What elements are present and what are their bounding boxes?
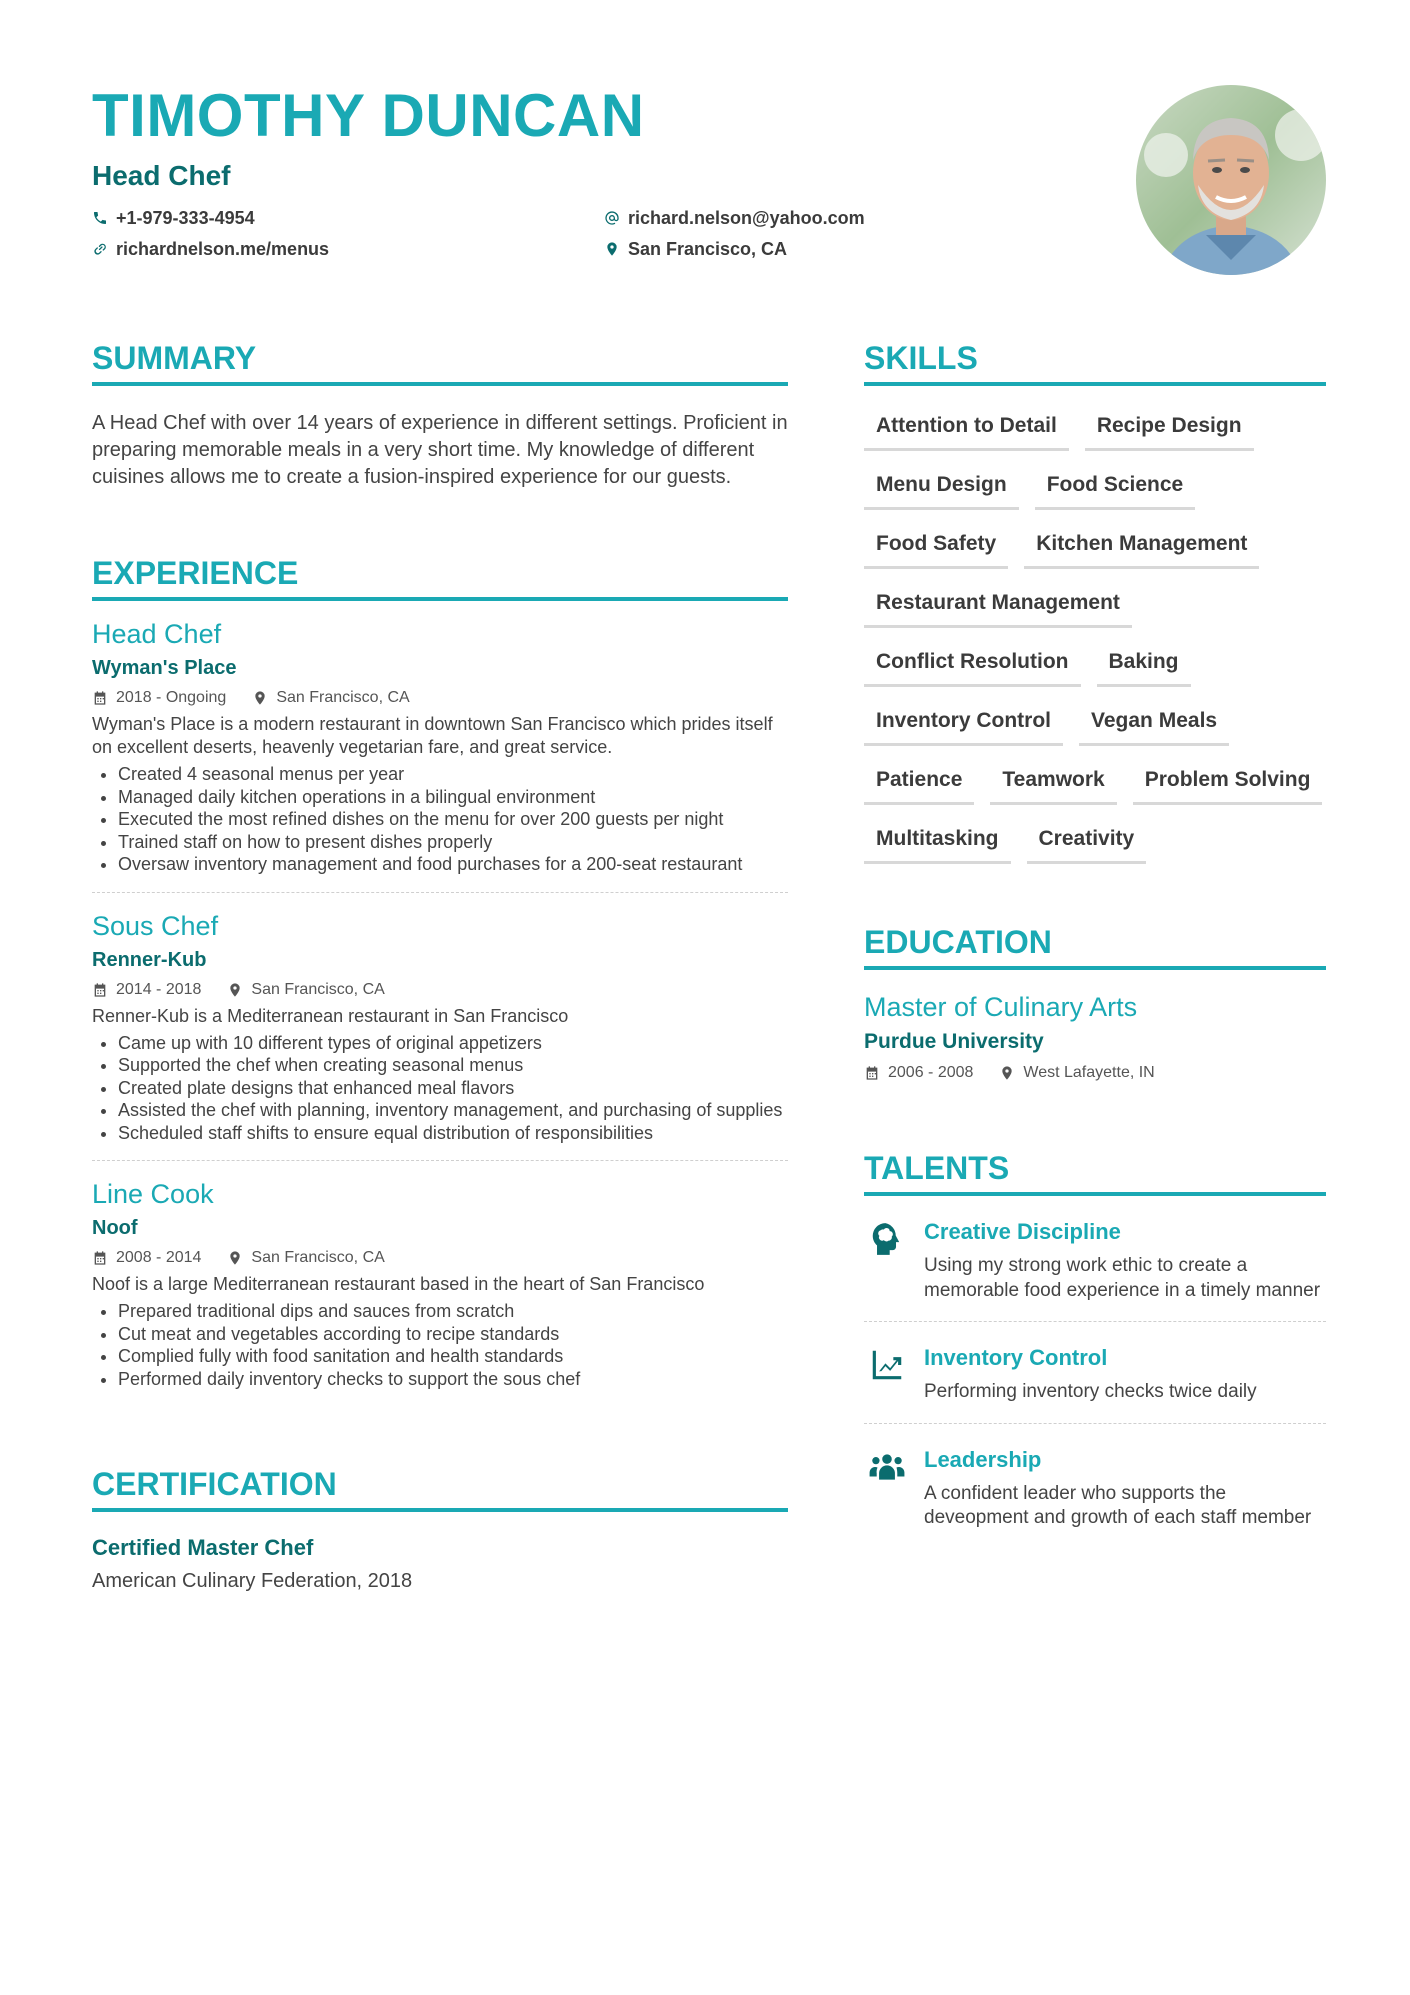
job-bullet: • Scheduled staff shifts to ensure equal distribution of responsibilities xyxy=(118,1122,788,1145)
certification-section xyxy=(92,1464,788,1594)
education-heading: EDUCATION xyxy=(864,922,1326,970)
talent-description: Using my strong work ethic to create a memorable food experience in a timely manner xyxy=(924,1255,1321,1301)
job-bullet: • Created 4 seasonal menus per year xyxy=(118,763,788,786)
job-role: Line Cook xyxy=(92,1179,214,1209)
education-degree: Master of Culinary Arts xyxy=(864,992,1138,1022)
job-dates xyxy=(92,979,201,1001)
talent-title: Creative Discipline xyxy=(924,1219,1121,1244)
skill-tag: Food Science xyxy=(1035,467,1196,510)
job-company: Renner-Kub xyxy=(92,948,207,971)
job-bullet: • Executed the most refined dishes on the menu for over 200 guests per night xyxy=(118,808,788,831)
job-bullet: • Managed daily kitchen operations in a bilingual environment xyxy=(118,786,788,809)
map-pin-icon xyxy=(999,1065,1015,1081)
job-entry xyxy=(92,893,788,1162)
job-company: Wyman's Place xyxy=(92,657,237,679)
education-location-text: West Lafayette, IN xyxy=(1023,1064,1155,1081)
location-text: San Francisco, CA xyxy=(628,238,788,259)
education-meta xyxy=(864,1062,1326,1084)
phone-icon xyxy=(92,210,108,226)
job-bullet: • Cut meat and vegetables according to recipe standards xyxy=(118,1323,788,1346)
profile-photo xyxy=(1136,85,1326,275)
talent-title: Leadership xyxy=(924,1446,1042,1472)
contact-phone[interactable] xyxy=(92,206,255,230)
skill-tag: Kitchen Management xyxy=(1024,526,1259,569)
skill-tag: Attention to Detail xyxy=(864,408,1069,451)
skill-tag: Creativity xyxy=(1027,821,1147,864)
job-meta xyxy=(92,1247,788,1269)
calendar-icon xyxy=(92,982,108,998)
portrait-image xyxy=(1136,85,1326,275)
job-bullets xyxy=(92,763,788,876)
job-location-text: San Francisco, CA xyxy=(276,689,410,706)
education-section xyxy=(864,922,1326,1084)
job-description: Wyman's Place is a modern restaurant in downtown San Francisco which prides itself on excellent deserts, heavenly vegetarian fare, and great service. xyxy=(92,714,773,757)
job-company: Noof xyxy=(92,1217,138,1239)
talents-section xyxy=(864,1148,1326,1549)
job-bullets xyxy=(92,1300,788,1390)
job-dates xyxy=(92,687,226,709)
skill-tag: Teamwork xyxy=(990,762,1116,805)
candidate-title: Head Chef xyxy=(92,160,231,191)
summary-heading: SUMMARY xyxy=(92,338,788,386)
right-column xyxy=(864,338,1326,1549)
job-dates-text: 2014 - 2018 xyxy=(116,980,202,998)
skill-tag: Baking xyxy=(1097,644,1191,687)
map-pin-icon xyxy=(604,241,620,257)
job-location xyxy=(227,979,384,1001)
skill-tag: Restaurant Management xyxy=(864,585,1132,628)
talent-item xyxy=(864,1424,1326,1549)
job-dates xyxy=(92,1247,201,1269)
skill-tag: Inventory Control xyxy=(864,703,1063,746)
at-sign-icon xyxy=(604,210,620,226)
header xyxy=(92,80,1092,270)
certification-name: Certified Master Chef xyxy=(92,1535,314,1560)
contact-email[interactable] xyxy=(604,206,865,230)
education-dates xyxy=(864,1062,973,1084)
job-bullets xyxy=(92,1032,788,1145)
skill-tag: Conflict Resolution xyxy=(864,644,1081,687)
job-bullet: • Came up with 10 different types of original appetizers xyxy=(118,1032,788,1055)
calendar-icon xyxy=(864,1065,880,1081)
job-location xyxy=(227,1247,384,1269)
job-bullet: • Supported the chef when creating seasonal menus xyxy=(118,1054,788,1077)
link-icon xyxy=(92,241,108,257)
skills-list xyxy=(864,408,1326,864)
job-entry xyxy=(92,601,788,893)
skill-tag: Multitasking xyxy=(864,821,1011,864)
skill-tag: Food Safety xyxy=(864,526,1008,569)
job-bullet: • Trained staff on how to present dishes properly xyxy=(118,831,788,854)
education-location xyxy=(999,1062,1154,1084)
calendar-icon xyxy=(92,690,108,706)
map-pin-icon xyxy=(227,1250,243,1266)
experience-section xyxy=(92,553,788,1406)
skill-tag: Vegan Meals xyxy=(1079,703,1229,746)
job-description: Noof is a large Mediterranean restaurant based in the heart of San Francisco xyxy=(92,1274,705,1294)
contact-website[interactable] xyxy=(92,237,329,261)
skills-section xyxy=(864,338,1326,864)
candidate-name: TIMOTHY DUNCAN xyxy=(92,82,645,149)
job-description: Renner-Kub is a Mediterranean restaurant in San Francisco xyxy=(92,1005,569,1026)
talent-item xyxy=(864,1196,1326,1322)
talent-description: Performing inventory checks twice daily xyxy=(924,1381,1257,1402)
trend-chart-icon xyxy=(868,1346,906,1384)
job-meta xyxy=(92,687,788,709)
left-column xyxy=(92,338,788,1594)
certification-organization: American Culinary Federation, 2018 xyxy=(92,1570,413,1592)
head-brain-icon xyxy=(868,1220,906,1258)
talent-title: Inventory Control xyxy=(924,1345,1108,1370)
job-bullet: • Assisted the chef with planning, inventory management, and purchasing of supplies xyxy=(118,1099,788,1122)
skill-tag: Patience xyxy=(864,762,974,805)
talent-item xyxy=(864,1322,1326,1424)
talents-heading: TALENTS xyxy=(864,1148,1326,1196)
calendar-icon xyxy=(92,1250,108,1266)
job-meta xyxy=(92,979,788,1001)
map-pin-icon xyxy=(227,982,243,998)
contact-info xyxy=(92,206,992,270)
job-bullet: • Oversaw inventory management and food purchases for a 200-seat restaurant xyxy=(118,853,788,876)
job-entry xyxy=(92,1161,788,1406)
job-location xyxy=(252,687,409,709)
contact-location xyxy=(604,237,787,261)
job-bullet: • Prepared traditional dips and sauces from scratch xyxy=(118,1300,788,1323)
summary-section xyxy=(92,338,788,491)
phone-text: +1-979-333-4954 xyxy=(116,207,255,228)
job-role: Head Chef xyxy=(92,619,222,649)
map-pin-icon xyxy=(252,690,268,706)
job-bullet: • Performed daily inventory checks to support the sous chef xyxy=(118,1368,788,1391)
education-school: Purdue University xyxy=(864,1030,1044,1053)
job-location-text: San Francisco, CA xyxy=(251,1249,385,1266)
job-dates-text: 2018 - Ongoing xyxy=(116,689,227,706)
job-location-text: San Francisco, CA xyxy=(251,980,385,998)
summary-text: A Head Chef with over 14 years of experience in different settings. Proficient in preparing memorable meals in a very short time. My knowledge of different cuisines allows me to create a fusion-inspired experience for our guests. xyxy=(92,412,788,488)
skill-tag: Problem Solving xyxy=(1133,762,1323,805)
education-dates-text: 2006 - 2008 xyxy=(888,1064,974,1081)
skills-heading: SKILLS xyxy=(864,338,1326,386)
experience-heading: EXPERIENCE xyxy=(92,553,788,601)
email-text: richard.nelson@yahoo.com xyxy=(628,207,865,228)
job-role: Sous Chef xyxy=(92,910,219,941)
skill-tag: Menu Design xyxy=(864,467,1019,510)
people-group-icon xyxy=(868,1448,906,1486)
skill-tag: Recipe Design xyxy=(1085,408,1254,451)
job-bullet: • Complied fully with food sanitation and health standards xyxy=(118,1345,788,1368)
job-dates-text: 2008 - 2014 xyxy=(116,1249,202,1266)
job-bullet: • Created plate designs that enhanced meal flavors xyxy=(118,1077,788,1100)
talent-description: A confident leader who supports the deveopment and growth of each staff member xyxy=(924,1482,1312,1528)
certification-heading: CERTIFICATION xyxy=(92,1464,788,1512)
website-text: richardnelson.me/menus xyxy=(116,238,330,259)
